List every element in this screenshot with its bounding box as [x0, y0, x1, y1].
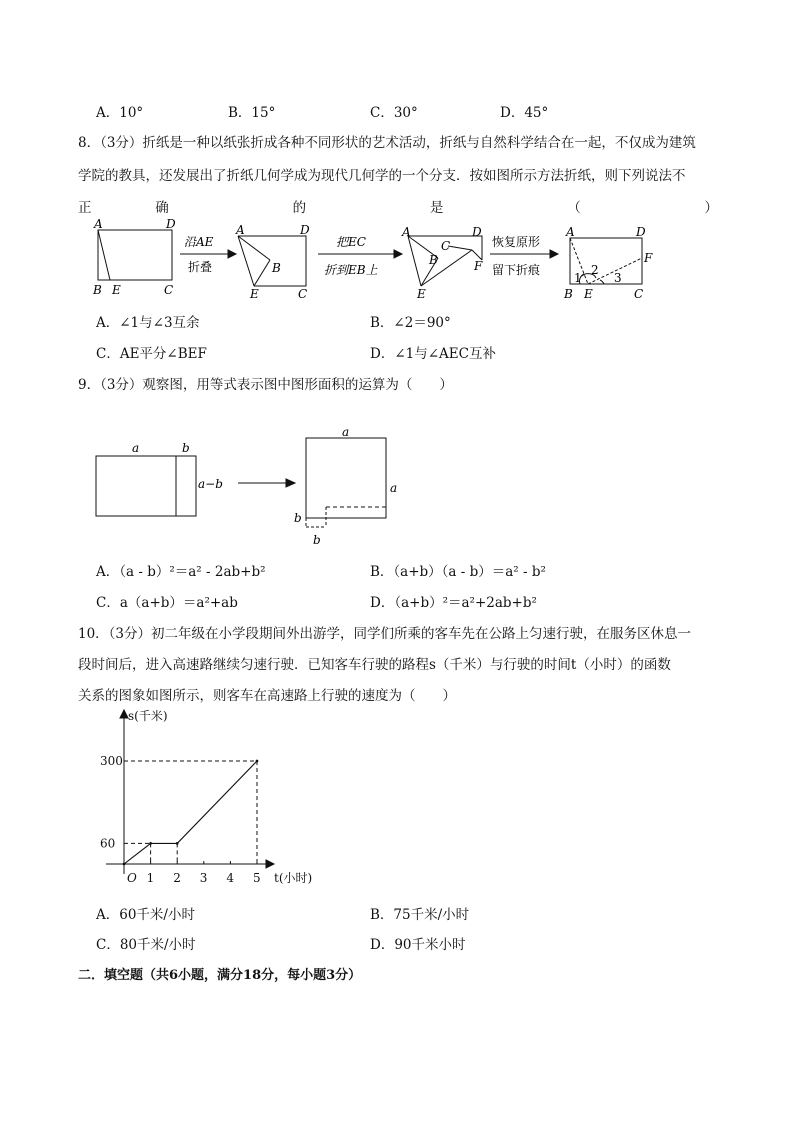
svg-text:E: E — [112, 283, 121, 297]
svg-text:2: 2 — [591, 263, 599, 277]
x-tick-label: 4 — [226, 871, 235, 885]
svg-text:E: E — [584, 287, 593, 301]
q10-stem-line3: 关系的图象如图所示，则客车在高速路上行驶的速度为（ ） — [78, 688, 456, 704]
svg-text:a: a — [342, 426, 350, 439]
svg-text:B: B — [93, 283, 102, 297]
svg-text:a−b: a−b — [198, 477, 223, 491]
x-tick-label: 5 — [253, 871, 261, 885]
q8-stem-line1: 8．（3分）折纸是一种以纸张折成各种不同形状的艺术活动，折纸与自然科学结合在一起，不仅成为建筑 — [78, 135, 696, 151]
svg-text:把EC: 把EC — [336, 235, 366, 249]
svg-text:A: A — [94, 217, 103, 231]
q9-option-d: D．（a+b）²＝a²+2ab+b² — [370, 595, 537, 611]
series-point — [176, 843, 178, 845]
svg-text:1: 1 — [574, 271, 582, 285]
svg-text:E: E — [417, 287, 426, 301]
origin-label: O — [127, 871, 137, 885]
x-tick-label: 3 — [199, 871, 208, 885]
section-2-heading: 二．填空题（共6小题，满分18分，每小题3分） — [78, 968, 362, 983]
series-point — [123, 863, 125, 865]
q10-distance-time-chart — [96, 704, 326, 894]
series-point — [150, 843, 152, 845]
q10-option-d: D．90千米小时 — [370, 937, 466, 953]
q8-folding-figure — [88, 216, 668, 304]
y-axis-arrow — [120, 710, 128, 718]
svg-text:3: 3 — [614, 271, 622, 285]
q9-stem: 9．（3分）观察图，用等式表示图中图形面积的运算为（ ） — [78, 377, 453, 393]
svg-text:D: D — [472, 225, 482, 239]
svg-text:F: F — [474, 259, 483, 273]
svg-text:沿AE: 沿AE — [184, 235, 214, 249]
svg-text:B: B — [429, 253, 438, 267]
svg-text:B: B — [272, 261, 281, 275]
q9-option-c: C．a（a+b）＝a²+ab — [96, 595, 238, 611]
q7-option-c: C．30° — [370, 105, 418, 121]
q9-option-a: A．（a - b）²＝a² - 2ab+b² — [96, 564, 266, 580]
x-tick-label: 1 — [146, 871, 155, 885]
svg-text:a: a — [132, 441, 140, 455]
svg-text:C: C — [634, 287, 644, 301]
q9-option-b: B．（a+b）（a - b）＝a² - b² — [370, 564, 546, 580]
x-tick-label: 2 — [173, 871, 181, 885]
svg-text:F: F — [644, 251, 653, 265]
q8-option-d: D．∠1与∠AEC互补 — [370, 346, 496, 362]
svg-text:A: A — [566, 225, 575, 239]
svg-text:A: A — [236, 223, 245, 237]
y-tick-label: 60 — [100, 836, 116, 851]
svg-text:折叠: 折叠 — [188, 260, 213, 274]
svg-text:恢复原形: 恢复原形 — [492, 235, 541, 249]
q8-stem-line3: 正 确 的 是 （ ） — [78, 200, 718, 216]
svg-text:C: C — [298, 287, 308, 301]
q7-option-d: D．45° — [500, 105, 549, 121]
series-point — [256, 760, 258, 762]
svg-text:留下折痕: 留下折痕 — [492, 263, 541, 277]
svg-text:C: C — [441, 239, 451, 253]
q8-stem-line2: 学院的教具，还发展出了折纸几何学成为现代几何学的一个分支．按如图所示方法折纸，则下列说法不 — [78, 168, 686, 184]
svg-text:b: b — [182, 441, 190, 455]
svg-text:D: D — [636, 225, 646, 239]
q10-stem-line1: 10．（3分）初二年级在小学段期间外出游学，同学们所乘的客车先在公路上匀速行驶，在服务区休息一 — [78, 626, 692, 642]
q10-option-b: B．75千米/小时 — [370, 907, 470, 923]
svg-text:A: A — [402, 225, 411, 239]
svg-text:D: D — [300, 223, 310, 237]
x-axis-arrow — [266, 860, 274, 868]
series-line — [124, 761, 257, 864]
svg-text:D: D — [166, 217, 176, 231]
q8-option-b: B．∠2＝90° — [370, 315, 451, 331]
svg-text:b: b — [313, 533, 321, 547]
q10-option-a: A．60千米/小时 — [96, 907, 195, 923]
q10-stem-line2: 段时间后，进入高速路继续匀速行驶．已知客车行驶的路程s（千米）与行驶的时间t（小时）的函数 — [78, 657, 671, 673]
q10-option-c: C．80千米/小时 — [96, 937, 196, 953]
q8-option-c: C．AE平分∠BEF — [96, 346, 207, 362]
svg-text:b: b — [294, 511, 302, 525]
svg-text:C: C — [164, 283, 174, 297]
q8-option-a: A．∠1与∠3互余 — [96, 315, 200, 331]
q7-option-b: B．15° — [228, 105, 276, 121]
svg-text:a: a — [390, 481, 398, 495]
y-tick-label: 300 — [100, 754, 123, 768]
q9-area-figure — [88, 426, 418, 548]
y-axis-label: s(千米) — [128, 709, 168, 723]
svg-text:E: E — [250, 287, 259, 301]
x-axis-label: t(小时) — [274, 871, 313, 885]
q7-option-a: A．10° — [96, 105, 144, 121]
svg-text:折到EB上: 折到EB上 — [324, 263, 378, 277]
svg-text:B: B — [564, 287, 573, 301]
